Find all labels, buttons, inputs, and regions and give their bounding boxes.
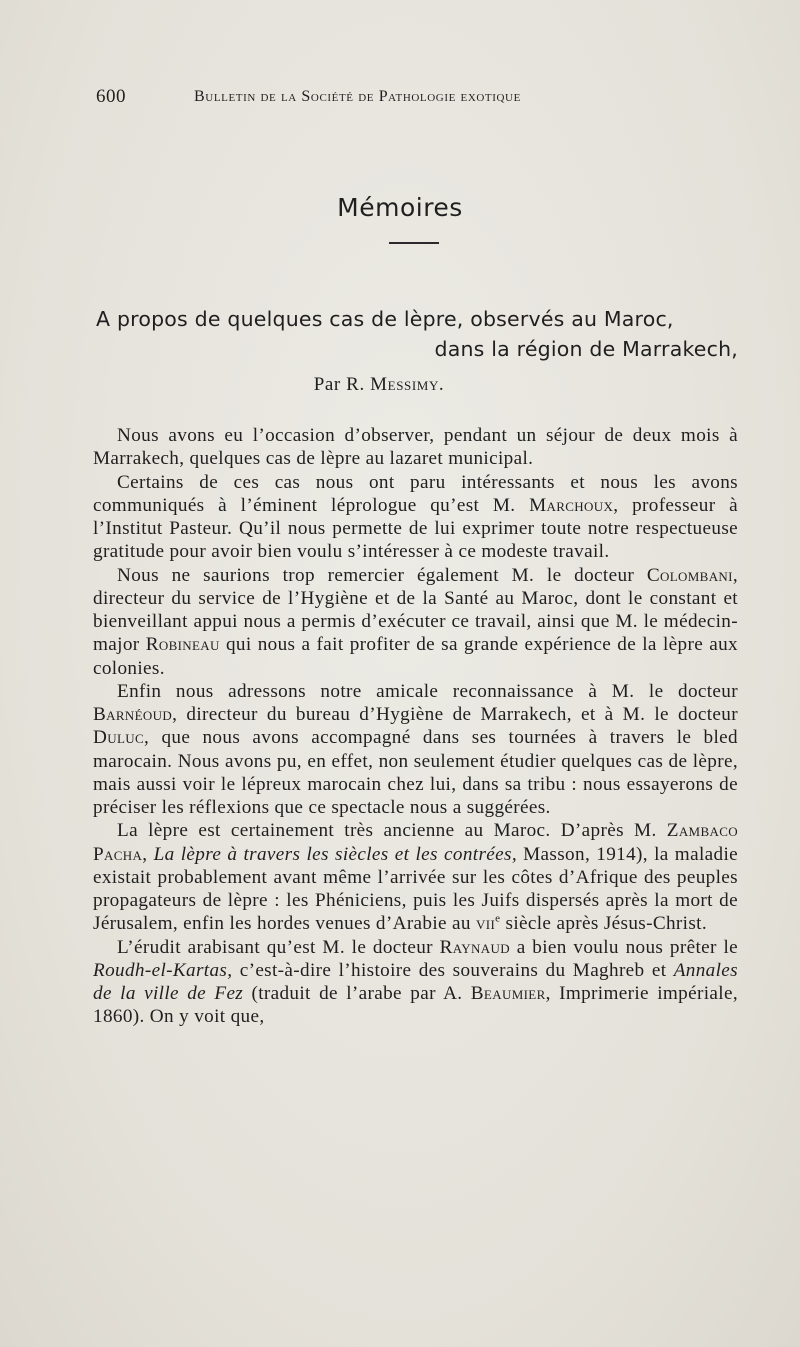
byline-prefix: Par R. [313,374,371,395]
paragraph-3-text-b: directeur du service de l’Hygiène et de la Santé au Maroc, dont le constant et bienveillant appui nous a permis d’exécuter ce travail, ainsi que M. le médecin-major [93,587,738,656]
author-name-robineau: Robineau [145,634,220,656]
paragraph-1: Nous avons eu l’occasion d’observer, pendant un séjour de deux mois à Marrakech, quelques cas de lèpre au lazaret municipal. [93,425,738,470]
paragraph-2-text-a: Certains de ces cas nous ont paru intéressants et nous les avons communiqués à l’éminent léprologue qu’est M. [93,471,738,516]
paragraph-2-text-b: professeur à l’Institut Pasteur. Qu’il nous permette de lui exprimer toute notre respectueuse gratitude pour avoir bien voulu s’intéresser à ce modeste travail. [93,494,739,563]
century-superscript: e [495,912,501,925]
book-title-annales: Annales de la ville de Fez [93,959,738,1004]
article-title-line-1: A propos de quelques cas de lèpre, observés au Maroc, [96,307,674,331]
book-title-lepre: La lèpre à travers les siècles et les contrées, [153,843,517,865]
byline-author: Messimy. [370,374,445,395]
paragraph-6 [93,936,738,1029]
author-name-raynaud: Raynaud [439,936,510,958]
paragraph-4-text-c: que nous avons accompagné dans ses tournées à travers le bled marocain. Nous avons pu, en effet, non seulement étudier quelques cas de lèpre, mais aussi voir le lépreux marocain chez lui, dans sa tribu : nous essayerons de préciser les réflexions que ce spectacle nous a suggérées. [93,727,738,818]
paragraph-3 [93,564,738,680]
paragraph-3-text-c: qui nous a fait profiter de sa grande expérience de la lèpre aux colonies. [93,634,738,679]
article-title [96,304,738,364]
paragraph-3-text-a: Nous ne saurions trop remercier également M. le docteur [117,564,647,586]
paragraph-6-text-d: (traduit de l’arabe par A. [243,983,471,1004]
paragraph-5-text-a: La lèpre est certainement très ancienne au Maroc. D’après M. [117,820,667,842]
author-name-colombani: Colombani, [646,564,738,586]
paragraph-5-text-b: Masson, 1914), la maladie existait probablement avant même l’arrivée sur les côtes d’Afrique des peuples propagateurs de lèpre : les Phéniciens, puis les Juifs dispersés après la mort de Jérusalem, enfin les hordes venues d’Arabie au [93,843,738,935]
author-name-beaumier: Beaumier, [470,983,551,1004]
author-name-marchoux: Marchoux, [529,494,619,516]
author-name-duluc: Duluc, [93,727,150,749]
page-number: 600 [96,86,126,107]
paragraph-6-text-c: c’est-à-dire l’histoire des souverains du Maghreb et [232,959,674,981]
book-title-roudh: Roudh-el-Kartas, [93,959,233,981]
century-numeral: vii [476,913,496,935]
paragraph-5-text-c: siècle après Jésus-Christ. [500,913,707,935]
paragraph-4 [93,680,738,820]
paragraph-6-text-e: Imprimerie impériale, 1860). On y voit que, [93,983,738,1028]
paragraph-6-text-a: L’érudit arabisant qu’est M. le docteur [117,936,440,958]
byline [0,374,800,396]
paragraph-5 [93,819,738,935]
section-title: Mémoires [337,193,463,222]
section-divider [389,242,439,244]
body-text [93,424,738,1029]
article-title-line-2: dans la région de Marrakech, [434,337,738,361]
paragraph-4-text-b: directeur du bureau d’Hygiène de Marrakech, et à M. le docteur [177,704,738,725]
author-name-zambaco: Zambaco Pacha, [93,820,738,865]
journal-title: Bulletin de la Société de Pathologie exotique [194,88,521,105]
paragraph-4-text-a: Enfin nous adressons notre amicale reconnaissance à M. le docteur [117,680,738,702]
running-head [96,86,656,110]
author-name-barneoud: Barnéoud, [93,704,178,725]
paragraph-2 [93,471,738,564]
paragraph-6-text-b: a bien voulu nous prêter le [510,936,738,958]
